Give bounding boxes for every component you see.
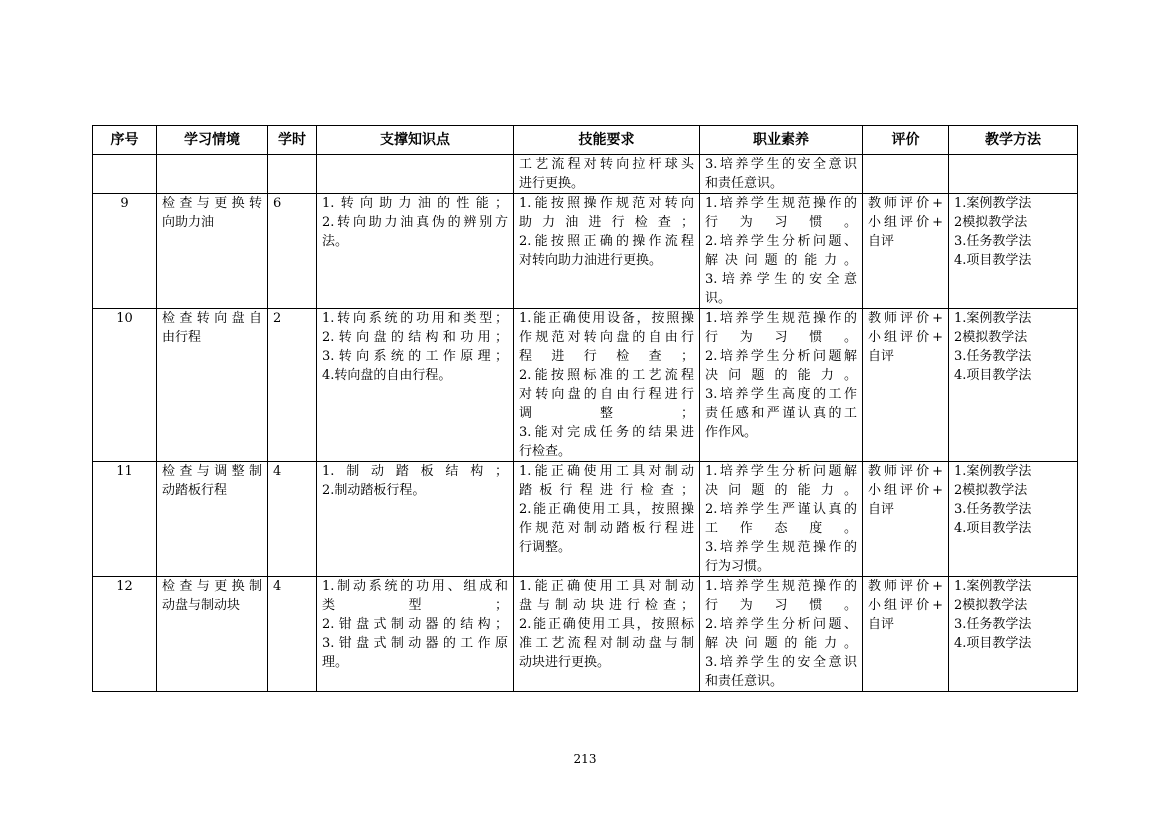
cell-line: 1.培养学生规范操作的 <box>705 311 857 326</box>
cell-line: 教师评价+ <box>868 464 943 479</box>
cell-line: 作规范对制动踏板行程进 <box>519 521 694 536</box>
cell-line: 小组评价+ <box>868 215 943 230</box>
cell-line: 2.钳盘式制动器的结构； <box>322 617 508 632</box>
cell-line: 3.能对完成任务的结果进 <box>519 425 694 440</box>
cell-line: 1.制动系统的功用、组成和 <box>322 579 508 594</box>
cell-line: 4.项目教学法 <box>954 636 1032 651</box>
cell-line: 1.培养学生分析问题解 <box>705 464 857 479</box>
cell-line: 助力油进行检查； <box>519 215 694 230</box>
cell-line: 3.培养学生的安全意识 <box>705 157 857 172</box>
cell-knowledge-points <box>317 194 514 309</box>
cell-hours: 6 <box>268 194 317 309</box>
cell-line: 3.培养学生高度的工作 <box>705 387 857 402</box>
cell-no: 11 <box>93 462 157 577</box>
cell-line: 行调整。 <box>519 540 572 555</box>
cell-line: 3.转向系统的工作原理； <box>322 349 508 364</box>
table-row <box>93 194 1078 309</box>
cell-line: 检查与调整制 <box>162 464 262 479</box>
cell-line: 2.培养学生严谨认真的 <box>705 502 857 517</box>
cell-line: 3.培养学生规范操作的 <box>705 540 857 555</box>
cell-line: 踏板行程进行检查； <box>519 483 694 498</box>
cell-line: 1.培养学生规范操作的 <box>705 579 857 594</box>
cell-evaluation <box>863 155 949 194</box>
cell-line: 对转向盘的自由行程进行 <box>519 387 694 402</box>
cell-line: 由行程 <box>162 330 202 345</box>
cell-line: 行为习惯。 <box>705 330 857 345</box>
cell-no <box>93 155 157 194</box>
cell-line: 进行更换。 <box>519 176 585 191</box>
table-body <box>93 155 1078 692</box>
cell-learning-situation <box>157 462 268 577</box>
cell-line: 1.能正确使用设备，按照操 <box>519 311 694 326</box>
cell-line: 2.转向盘的结构和功用； <box>322 330 508 345</box>
cell-line: 理。 <box>322 655 349 670</box>
cell-professional-literacy <box>700 462 863 577</box>
cell-hours: 4 <box>268 462 317 577</box>
cell-evaluation <box>863 462 949 577</box>
header-skill-requirements: 技能要求 <box>514 126 700 155</box>
cell-line: 1.能正确使用工具对制动 <box>519 464 694 479</box>
cell-line: 和责任意识。 <box>705 674 784 689</box>
cell-line: 小组评价+ <box>868 598 943 613</box>
cell-line: 3.培养学生的安全意识 <box>705 655 857 670</box>
cell-professional-literacy <box>700 155 863 194</box>
cell-no: 9 <box>93 194 157 309</box>
table-row <box>93 155 1078 194</box>
cell-evaluation <box>863 309 949 462</box>
cell-line: 自评 <box>868 349 895 364</box>
cell-line: 3.任务教学法 <box>954 234 1032 249</box>
cell-learning-situation <box>157 309 268 462</box>
cell-line: 决问题的能力。 <box>705 483 857 498</box>
cell-line: 教师评价+ <box>868 579 943 594</box>
cell-line: 准工艺流程对制动盘与制 <box>519 636 694 651</box>
cell-teaching-methods <box>949 309 1078 462</box>
header-no: 序号 <box>93 126 157 155</box>
cell-line: 2.能按照正确的操作流程 <box>519 234 694 249</box>
cell-line: 4.项目教学法 <box>954 253 1032 268</box>
cell-line: 2.培养学生分析问题、 <box>705 234 857 249</box>
cell-line: 3.任务教学法 <box>954 502 1032 517</box>
cell-line: 3.任务教学法 <box>954 349 1032 364</box>
curriculum-table <box>92 125 1078 692</box>
cell-professional-literacy <box>700 194 863 309</box>
cell-line: 检查转向盘自 <box>162 311 262 326</box>
cell-line: 1.案例教学法 <box>954 464 1032 479</box>
table-row <box>93 577 1078 692</box>
cell-line: 和责任意识。 <box>705 176 784 191</box>
cell-line: 2模拟教学法 <box>954 483 1028 498</box>
cell-skill-requirements <box>514 462 700 577</box>
cell-line: 工艺流程对转向拉杆球头 <box>519 157 694 172</box>
header-teaching-methods: 教学方法 <box>949 126 1078 155</box>
cell-line: 程进行检查； <box>519 349 694 364</box>
cell-line: 法。 <box>322 234 349 249</box>
cell-skill-requirements <box>514 309 700 462</box>
cell-line: 2.能正确使用工具，按照操 <box>519 502 694 517</box>
cell-line: 类型； <box>322 598 508 613</box>
cell-line: 盘与制动块进行检查； <box>519 598 694 613</box>
cell-line: 1.转向系统的功用和类型； <box>322 311 508 326</box>
cell-hours: 4 <box>268 577 317 692</box>
cell-line: 2.能正确使用工具，按照标 <box>519 617 694 632</box>
cell-teaching-methods <box>949 462 1078 577</box>
cell-line: 1.能正确使用工具对制动 <box>519 579 694 594</box>
page-number: 213 <box>573 752 597 766</box>
cell-line: 2模拟教学法 <box>954 215 1028 230</box>
cell-knowledge-points <box>317 155 514 194</box>
cell-line: 1.案例教学法 <box>954 311 1032 326</box>
cell-hours: 2 <box>268 309 317 462</box>
cell-line: 1.制动踏板结构； <box>322 464 508 479</box>
header-evaluation: 评价 <box>863 126 949 155</box>
cell-line: 解决问题的能力。 <box>705 636 857 651</box>
cell-line: 1.案例教学法 <box>954 579 1032 594</box>
cell-line: 责任感和严谨认真的工 <box>705 406 857 421</box>
cell-knowledge-points <box>317 577 514 692</box>
cell-line: 作规范对转向盘的自由行 <box>519 330 694 345</box>
cell-learning-situation <box>157 194 268 309</box>
cell-evaluation <box>863 194 949 309</box>
cell-line: 2.培养学生分析问题、 <box>705 617 857 632</box>
cell-teaching-methods <box>949 155 1078 194</box>
header-knowledge-points: 支撑知识点 <box>317 126 514 155</box>
cell-line: 检查与更换制 <box>162 579 262 594</box>
cell-line: 自评 <box>868 617 895 632</box>
cell-line: 2模拟教学法 <box>954 598 1028 613</box>
cell-line: 调整； <box>519 406 694 421</box>
cell-line: 行为习惯。 <box>705 215 857 230</box>
cell-professional-literacy <box>700 577 863 692</box>
cell-no: 10 <box>93 309 157 462</box>
cell-line: 1.培养学生规范操作的 <box>705 196 857 211</box>
cell-line: 小组评价+ <box>868 483 943 498</box>
cell-no: 12 <box>93 577 157 692</box>
cell-line: 3.培养学生的安全意 <box>705 272 857 287</box>
cell-skill-requirements <box>514 577 700 692</box>
cell-line: 2模拟教学法 <box>954 330 1028 345</box>
cell-line: 检查与更换转 <box>162 196 262 211</box>
cell-teaching-methods <box>949 577 1078 692</box>
table-row <box>93 309 1078 462</box>
cell-line: 动踏板行程 <box>162 483 228 498</box>
cell-hours <box>268 155 317 194</box>
cell-line: 2.制动踏板行程。 <box>322 483 426 498</box>
cell-evaluation <box>863 577 949 692</box>
cell-line: 1.能按照操作规范对转向 <box>519 196 694 211</box>
cell-line: 2.转向助力油真伪的辨别方 <box>322 215 508 230</box>
cell-line: 2.培养学生分析问题解 <box>705 349 857 364</box>
cell-line: 作作风。 <box>705 425 758 440</box>
cell-line: 1.案例教学法 <box>954 196 1032 211</box>
header-professional-literacy: 职业素养 <box>700 126 863 155</box>
cell-line: 4.项目教学法 <box>954 521 1032 536</box>
cell-learning-situation <box>157 577 268 692</box>
cell-line: 教师评价+ <box>868 311 943 326</box>
table-row <box>93 462 1078 577</box>
cell-learning-situation <box>157 155 268 194</box>
cell-skill-requirements <box>514 194 700 309</box>
cell-line: 4.转向盘的自由行程。 <box>322 368 452 383</box>
cell-line: 教师评价+ <box>868 196 943 211</box>
cell-professional-literacy <box>700 309 863 462</box>
cell-line: 2.能按照标准的工艺流程 <box>519 368 694 383</box>
cell-line: 行检查。 <box>519 444 572 459</box>
cell-skill-requirements <box>514 155 700 194</box>
cell-line: 向助力油 <box>162 215 215 230</box>
cell-line: 4.项目教学法 <box>954 368 1032 383</box>
cell-line: 解决问题的能力。 <box>705 253 857 268</box>
cell-line: 自评 <box>868 502 895 517</box>
cell-teaching-methods <box>949 194 1078 309</box>
cell-line: 3.钳盘式制动器的工作原 <box>322 636 508 651</box>
cell-line: 行为习惯。 <box>705 559 771 574</box>
cell-line: 识。 <box>705 291 732 306</box>
cell-line: 行为习惯。 <box>705 598 857 613</box>
cell-knowledge-points <box>317 462 514 577</box>
header-row <box>93 126 1078 155</box>
cell-line: 动盘与制动块 <box>162 598 241 613</box>
cell-line: 1.转向助力油的性能； <box>322 196 508 211</box>
cell-line: 决问题的能力。 <box>705 368 857 383</box>
cell-line: 工作态度。 <box>705 521 857 536</box>
header-hours: 学时 <box>268 126 317 155</box>
cell-line: 动块进行更换。 <box>519 655 611 670</box>
cell-line: 小组评价+ <box>868 330 943 345</box>
cell-line: 自评 <box>868 234 895 249</box>
cell-line: 对转向助力油进行更换。 <box>519 253 663 268</box>
cell-line: 3.任务教学法 <box>954 617 1032 632</box>
header-learning-situation: 学习情境 <box>157 126 268 155</box>
cell-knowledge-points <box>317 309 514 462</box>
